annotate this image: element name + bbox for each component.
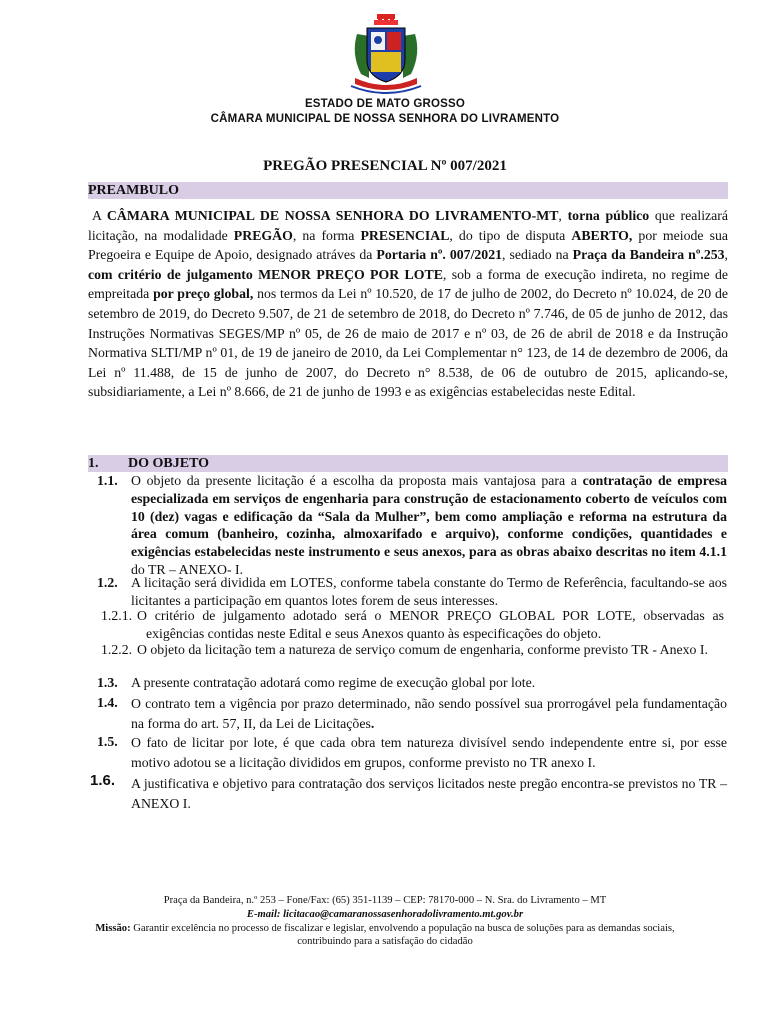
item-1-6-text: A justificativa e objetivo para contratação dos serviços licitados neste pregão encontra-se previstos no TR – ANEXO I.	[131, 776, 727, 811]
item-1-3-text: A presente contratação adotará como regime de execução global por lote.	[131, 675, 536, 690]
document-title: PREGÃO PRESENCIAL Nº 007/2021	[263, 158, 507, 174]
item-number: 1.6.	[90, 772, 116, 789]
item-1-1-text: O objeto da presente licitação é a escolha da proposta mais vantajosa para a contratação de empresa especializada em serviços de engenharia para construção de estacionamento coberto de veículos com 10 (dez) vagas e edificação da “Sala da Mulher”, bem como ampliação e reforma na estrutura da área comum (banheiro, cozinha, almoxarifado e arquivo), conforme condições, quantidades e exigências estabelecidas neste instrumento e seus anexos, para as obras abaixo descritas no item 4.1.1 do TR – ANEXO- I.	[131, 473, 727, 577]
item-number: 1.5.	[97, 734, 118, 749]
item-1-2-1-text: O critério de julgamento adotado será o MENOR PREÇO GLOBAL POR LOTE, observadas as exigências contidas neste Edital e seus Anexos quanto às especificações do objeto.	[137, 608, 724, 641]
item-number: 1.2.1.	[101, 608, 133, 623]
section-1-heading: 1. DO OBJETO	[88, 455, 728, 472]
preamble-heading: PREAMBULO	[88, 182, 728, 199]
item-1-4-text: O contrato tem a vigência por prazo determinado, não sendo possível sua prorrogável pela fundamentação na forma do art. 57, II, da Lei de Licitações.	[131, 696, 727, 731]
footer-email: E-mail: licitacao@camaranossasenhoradolivramento.mt.gov.br	[246, 909, 524, 920]
state-heading: ESTADO DE MATO GROSSO	[304, 98, 466, 110]
preamble-paragraph: A CÂMARA MUNICIPAL DE NOSSA SENHORA DO LIVRAMENTO-MT, torna público que realizará licitação, na modalidade PREGÃO, na forma PRESENCIAL, do tipo de disputa ABERTO, por meiode sua Pregoeira e Equipe de Apoio, designado atráves da Portaria nº. 007/2021, sediado na Praça da Bandeira nº.253, com critério de julgamento MENOR PREÇO POR LOTE, sob a forma de execução indireta, no regime de empreitada por preço global, nos termos da Lei nº 10.520, de 17 de julho de 2002, do Decreto nº 10.024, de 20 de setembro de 2019, do Decreto 9.507, de 21 de setembro de 2018, do Decreto nº 7.746, de 05 de junho de 2012, das Instruções Normativas SEGES/MP nº 05, de 26 de maio de 2017 e nº 03, de 26 de abril de 2018 e da Instrução Normativa SLTI/MP nº 01, de 19 de janeiro de 2010, da Lei Complementar n° 123, de 14 de dezembro de 2006, da Lei nº 11.488, de 15 de junho de 2007, do Decreto n° 8.538, de 06 de outubro de 2015, aplicando-se, subsidiariamente, a Lei nº 8.666, de 21 de junho de 1993 e as exigências estabelecidas neste Edital.	[88, 208, 728, 400]
item-number: 1.2.2.	[101, 642, 133, 657]
item-1-2-2-text: O objeto da licitação tem a natureza de serviço comum de engenharia, conforme previsto TR - Anexo I.	[137, 642, 708, 657]
municipal-coat-of-arms-icon	[347, 14, 425, 94]
item-number: 1.3.	[97, 675, 118, 690]
item-1-5-text: O fato de licitar por lote, é que cada obra tem natureza divisível sendo independente entre si, por esse motivo adotou se a licitação divididos em grupos, conforme previsto no TR anexo I.	[131, 735, 727, 770]
chamber-heading: CÂMARA MUNICIPAL DE NOSSA SENHORA DO LIVRAMENTO	[210, 113, 560, 125]
footer-mission: Missão: Garantir excelência no processo de fiscalizar e legislar, envolvendo a população na busca de soluções para as demandas sociais,	[95, 923, 675, 934]
item-1-2-text: A licitação será dividida em LOTES, conforme tabela constante do Termo de Referência, facultando-se aos licitantes a participação em quantos lotes forem de seus interesses.	[131, 575, 727, 608]
item-number: 1.2.	[97, 575, 118, 590]
footer-address: Praça da Bandeira, n.º 253 – Fone/Fax: (65) 351-1139 – CEP: 78170-000 – N. Sra. do Livramento – MT	[163, 895, 607, 906]
item-number: 1.4.	[97, 695, 118, 710]
footer-mission-continuation: contribuindo para a satisfação do cidadão	[297, 936, 473, 947]
item-number: 1.1.	[97, 473, 118, 488]
